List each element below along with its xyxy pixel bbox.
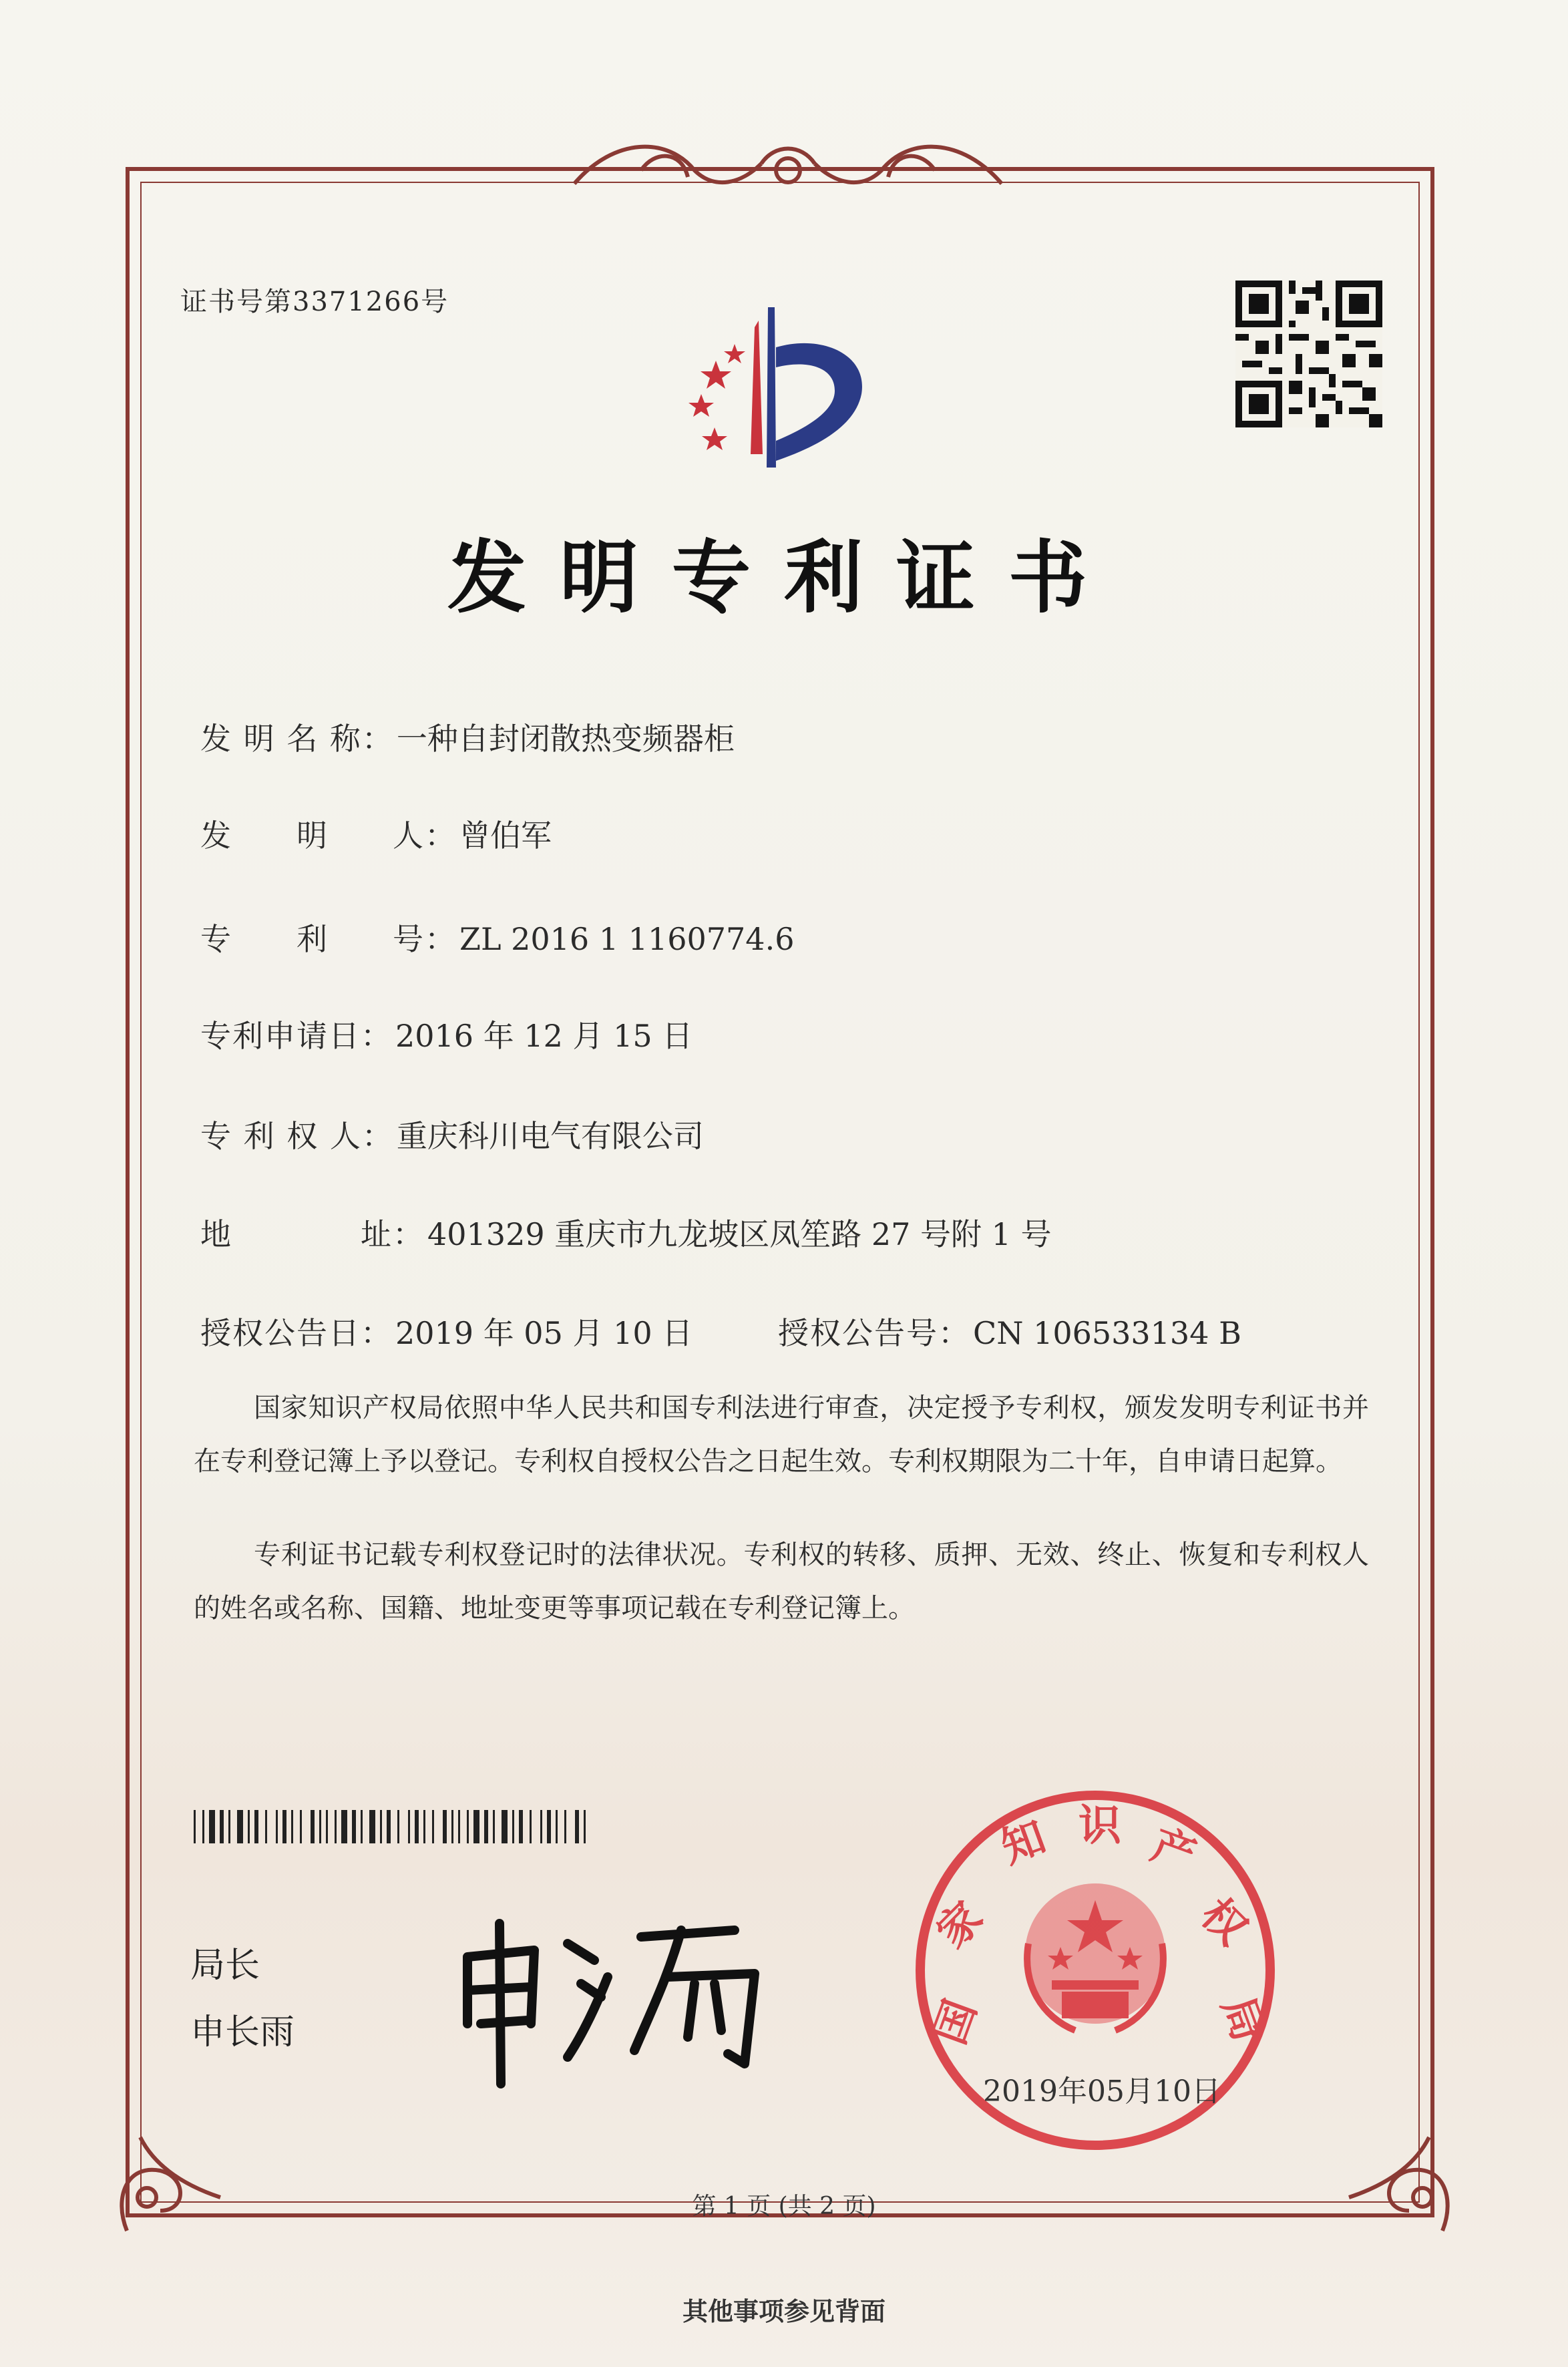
barcode-bar xyxy=(291,1810,293,1843)
barcode-bar xyxy=(467,1810,469,1843)
barcode-bar xyxy=(265,1810,267,1843)
barcode-bar xyxy=(387,1810,391,1843)
field-patentee xyxy=(200,1112,704,1156)
barcode-bar xyxy=(397,1810,399,1843)
seal-date: 2019年05月10日 xyxy=(983,2074,1221,2109)
svg-text:权: 权 xyxy=(1191,1889,1257,1955)
field-value: 重庆科川电气有限公司 xyxy=(396,1118,704,1154)
director-title: 局长 xyxy=(190,1946,260,1986)
footer-note: 其他事项参见背面 xyxy=(682,2296,886,2326)
svg-text:识: 识 xyxy=(1079,1801,1121,1851)
barcode-bar xyxy=(584,1810,586,1843)
barcode xyxy=(194,1810,588,1843)
barcode-bar xyxy=(220,1810,224,1843)
barcode-bar xyxy=(408,1810,410,1843)
certificate-number: 证书号第3371266号 xyxy=(180,287,449,317)
barcode-bar xyxy=(319,1810,321,1843)
barcode-bar xyxy=(443,1810,447,1843)
field-label: 地 址： xyxy=(200,1216,425,1252)
legal-paragraph-2: 专利证书记载专利权登记时的法律状况。专利权的转移、质押、无效、终止、恢复和专利权人的姓名或名称、国籍、地址变更等事项记载在专利登记簿上。 xyxy=(194,1539,1369,1624)
barcode-bar xyxy=(540,1810,542,1843)
barcode-bar xyxy=(228,1810,230,1843)
barcode-bar xyxy=(380,1810,382,1843)
barcode-bar xyxy=(311,1810,315,1843)
top-ornament xyxy=(561,124,1015,204)
barcode-bar xyxy=(564,1810,566,1843)
barcode-bar xyxy=(458,1810,460,1843)
barcode-bar xyxy=(341,1810,347,1843)
barcode-bar xyxy=(484,1810,488,1843)
field-value: 曾伯军 xyxy=(459,817,552,854)
barcode-bar xyxy=(361,1810,363,1843)
barcode-bar xyxy=(209,1810,215,1843)
barcode-bar xyxy=(451,1810,453,1843)
barcode-bar xyxy=(473,1810,479,1843)
barcode-bar xyxy=(254,1810,258,1843)
barcode-bar xyxy=(502,1810,508,1843)
svg-text:局: 局 xyxy=(1211,1990,1273,2048)
director-name: 申长雨 xyxy=(190,2012,295,2052)
field-value: 401329 重庆市九龙坡区凤笙路 27 号附 1 号 xyxy=(427,1216,1052,1252)
svg-text:家: 家 xyxy=(927,1892,993,1958)
legal-paragraph-1: 国家知识产权局依照中华人民共和国专利法进行审查，决定授予专利权，颁发发明专利证书并在专利登记簿上予以登记。专利权自授权公告之日起生效。专利权期限为二十年，自申请日起算。 xyxy=(194,1393,1369,1477)
field-label: 授权公告日： xyxy=(200,1315,393,1351)
field-grant-date xyxy=(200,1309,693,1353)
barcode-bar xyxy=(556,1810,558,1843)
field-value: 2019 年 05 月 10 日 xyxy=(395,1315,693,1351)
field-patent-number xyxy=(200,915,794,959)
field-label: 发 明 人： xyxy=(200,817,457,854)
qr-code xyxy=(1235,281,1382,427)
cnipa-logo xyxy=(674,281,915,481)
barcode-bar xyxy=(300,1810,302,1843)
barcode-bar xyxy=(276,1810,278,1843)
field-label: 专 利 权 人： xyxy=(200,1118,394,1154)
field-label: 专 利 号： xyxy=(200,921,457,957)
barcode-bar xyxy=(326,1810,328,1843)
barcode-bar xyxy=(194,1810,196,1843)
field-invention-name xyxy=(200,715,735,759)
svg-text:产: 产 xyxy=(1145,1820,1202,1881)
certificate-title: 发明专利证书 xyxy=(447,531,1121,624)
barcode-bar xyxy=(202,1810,204,1843)
barcode-bar xyxy=(530,1810,532,1843)
field-filing-date xyxy=(200,1012,693,1056)
barcode-bar xyxy=(248,1810,250,1843)
director-signature xyxy=(441,1897,788,2097)
barcode-bar xyxy=(423,1810,425,1843)
svg-text:知: 知 xyxy=(995,1812,1052,1874)
field-grant-number xyxy=(778,1309,1241,1353)
barcode-bar xyxy=(237,1810,243,1843)
barcode-bar xyxy=(547,1810,551,1843)
barcode-bar xyxy=(282,1810,286,1843)
bottom-left-ornament xyxy=(100,2097,247,2244)
page-number: 第 1 页 (共 2 页) xyxy=(692,2193,876,2220)
barcode-bar xyxy=(335,1810,337,1843)
field-value: CN 106533134 B xyxy=(973,1315,1241,1351)
field-value: ZL 2016 1 1160774.6 xyxy=(459,921,795,957)
field-inventor xyxy=(200,811,552,856)
field-label: 授权公告号： xyxy=(778,1315,970,1351)
barcode-bar xyxy=(352,1810,356,1843)
barcode-bar xyxy=(512,1810,514,1843)
barcode-bar xyxy=(493,1810,495,1843)
field-label: 专利申请日： xyxy=(200,1018,393,1054)
field-value: 一种自封闭散热变频器柜 xyxy=(396,721,735,757)
field-label: 发 明 名 称： xyxy=(200,721,394,757)
svg-text:国: 国 xyxy=(925,1994,986,2051)
field-value: 2016 年 12 月 15 日 xyxy=(395,1018,693,1054)
bottom-right-ornament xyxy=(1322,2097,1469,2244)
barcode-bar xyxy=(415,1810,419,1843)
barcode-bar xyxy=(519,1810,523,1843)
field-address xyxy=(200,1210,1052,1254)
barcode-bar xyxy=(575,1810,579,1843)
barcode-bar xyxy=(432,1810,434,1843)
barcode-bar xyxy=(369,1810,375,1843)
